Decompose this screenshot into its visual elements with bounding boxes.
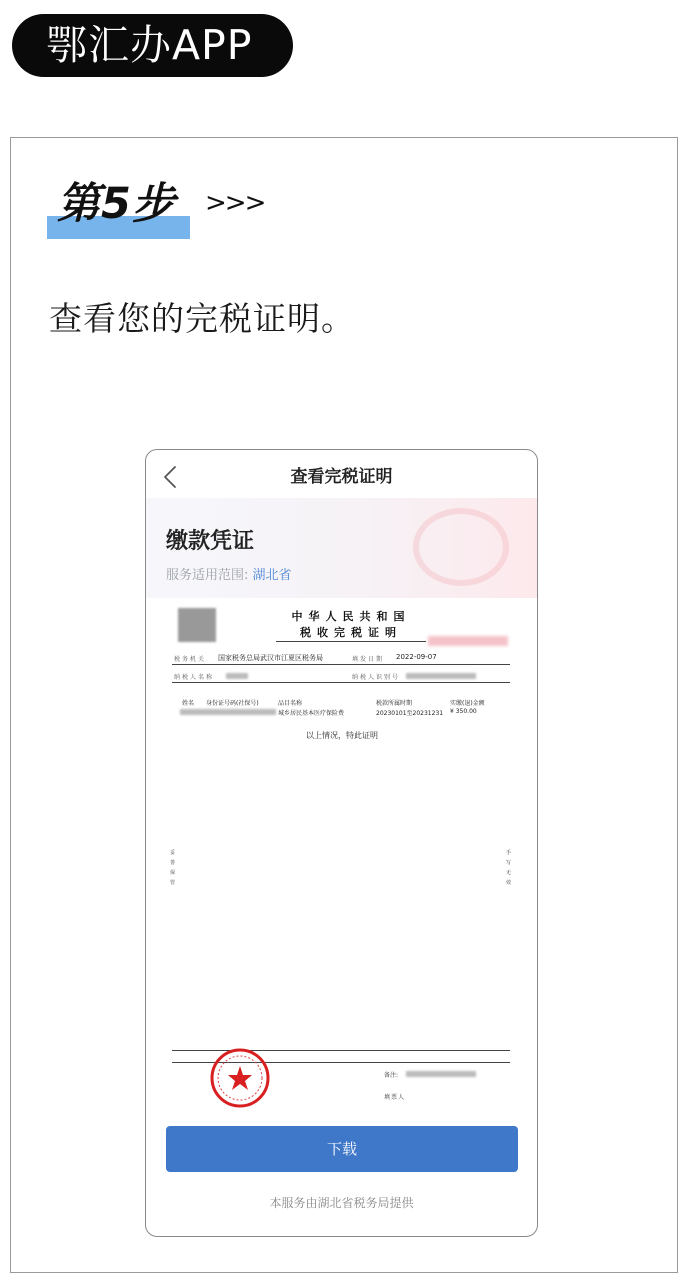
issue-date-label: 填发日期 xyxy=(352,656,385,663)
certificate-heading-1: 中华人民共和国 xyxy=(291,610,411,623)
taxpayer-id-label: 纳税人识别号 xyxy=(352,674,401,681)
col-id-number: 身份证号码(社保号) xyxy=(206,700,259,707)
right-margin-text: 手写无效 xyxy=(506,850,512,886)
watermark-seal-icon xyxy=(413,508,509,586)
tax-certificate xyxy=(166,600,518,1120)
tax-office-value: 国家税务总局武汉市江夏区税务局 xyxy=(218,654,323,662)
remarks-label: 备注: xyxy=(384,1072,399,1079)
row-period: 20230101至20231231 xyxy=(376,710,444,717)
row-amount: ¥ 350.00 xyxy=(450,708,477,715)
issue-date-value: 2022-09-07 xyxy=(396,653,437,661)
col-item-name: 品目名称 xyxy=(278,700,303,707)
step-title: 第5步 xyxy=(57,179,176,229)
download-button[interactable]: 下载 xyxy=(166,1126,518,1172)
blurred-name-id xyxy=(180,709,276,715)
row-item-name: 城乡居民基本医疗保险费 xyxy=(278,710,345,717)
scope-value: 湖北省 xyxy=(252,568,292,583)
phone-screenshot xyxy=(145,449,538,1237)
col-amount: 实缴(退)金额 xyxy=(450,700,485,707)
taxpayer-row xyxy=(172,670,510,683)
back-chevron-icon[interactable] xyxy=(158,464,184,490)
taxpayer-name-label: 纳税人名称 xyxy=(174,674,215,681)
step-arrows: >>> xyxy=(205,188,265,218)
step-heading xyxy=(47,170,277,240)
provider-footer: 本服务由湖北省税务局提供 xyxy=(269,1196,414,1210)
voucher-title: 缴款凭证 xyxy=(166,529,255,554)
app-name-pill: 鄂汇办APP xyxy=(12,14,293,77)
payer-label: 填票人 xyxy=(384,1094,406,1101)
tax-office-label: 税务机关 xyxy=(174,656,207,663)
phone-nav-bar xyxy=(146,450,537,502)
service-scope xyxy=(166,564,292,583)
blurred-taxpayer-name xyxy=(226,673,248,679)
instruction-text: 查看您的完税证明。 xyxy=(49,299,355,338)
certificate-heading-2: 税收完税证明 xyxy=(276,624,426,642)
blurred-serial-number xyxy=(428,636,508,646)
col-name: 姓名 xyxy=(182,700,195,707)
voucher-banner xyxy=(146,498,537,598)
tax-office-row xyxy=(172,652,510,665)
step-card xyxy=(10,137,678,1273)
col-period: 税款所属时期 xyxy=(376,700,413,707)
phone-page-title: 查看完税证明 xyxy=(290,467,393,487)
blurred-remarks xyxy=(406,1071,476,1077)
left-margin-text: 妥善保管 xyxy=(170,850,176,886)
scope-label: 服务适用范围: xyxy=(166,568,249,583)
blurred-qr-code xyxy=(178,608,216,642)
blurred-taxpayer-id xyxy=(406,673,476,679)
certificate-statement: 以上情况，特此证明 xyxy=(306,731,378,740)
official-seal-icon xyxy=(208,1046,272,1110)
